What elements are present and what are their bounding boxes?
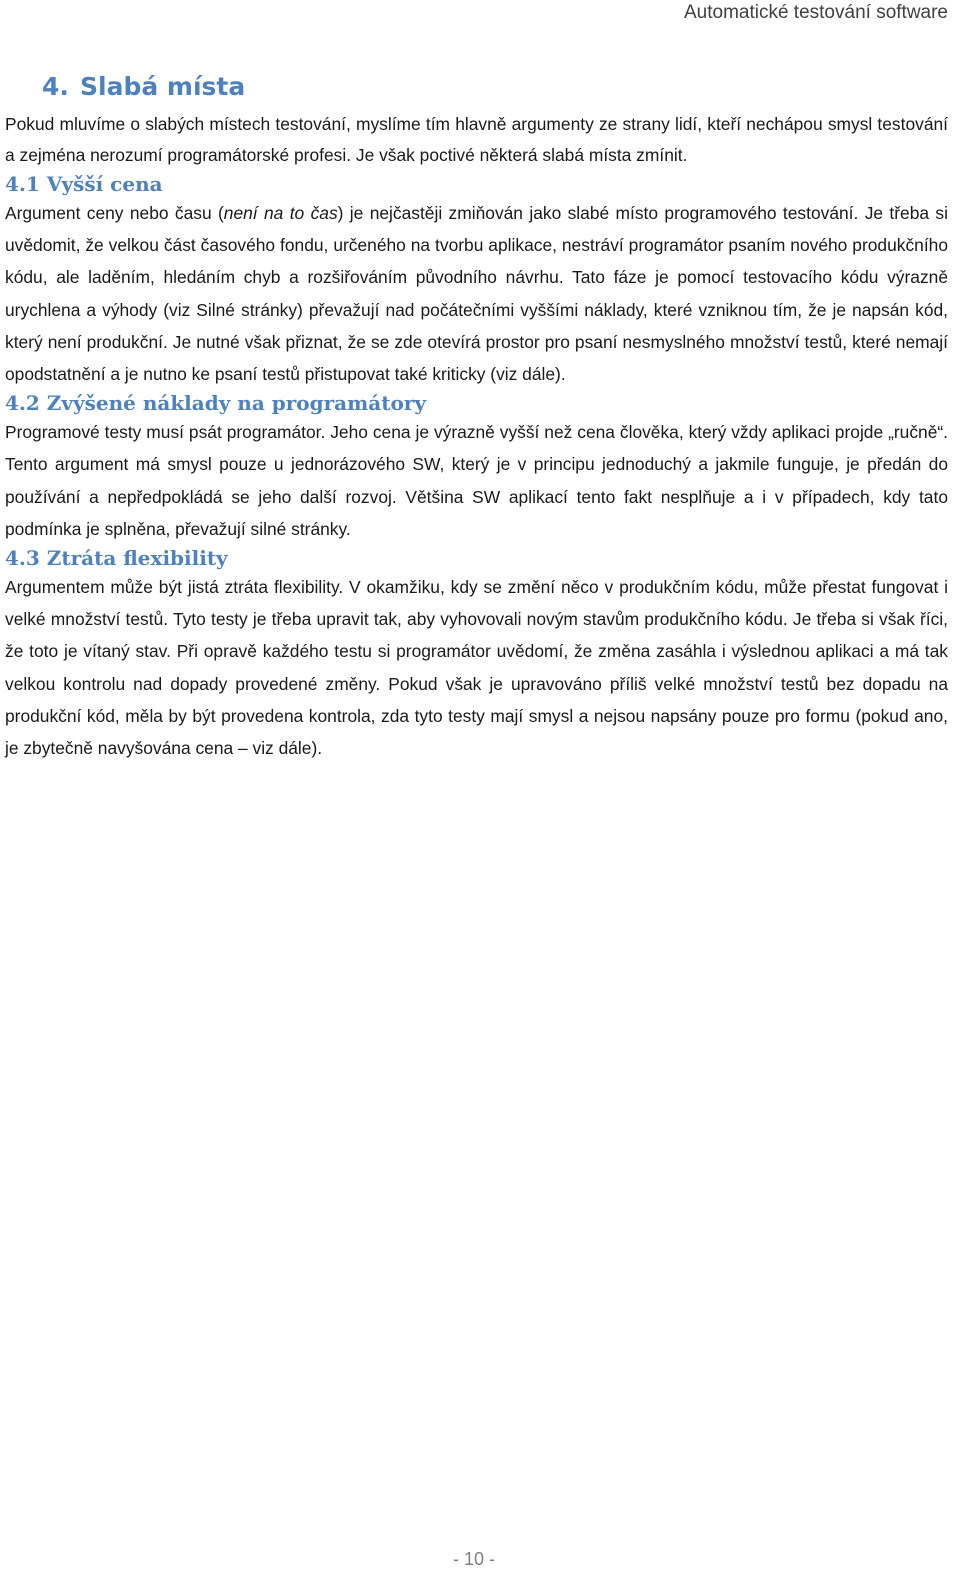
page-number: - 10 - xyxy=(452,1549,495,1569)
subsection-heading-4-3: 4.3 Ztráta flexibility xyxy=(5,546,228,571)
subsection-heading-4-1: 4.1 Vyšší cena xyxy=(5,172,163,196)
page-content xyxy=(5,70,948,764)
emphasized-text: není na to čas xyxy=(223,203,338,223)
section-intro-paragraph: Pokud mluvíme o slabých místech testování, myslíme tím hlavně argumenty ze strany lidí, kteří nechápou smysl testování a zejména nerozumí programátorské profesi. Je však poctivé některá slabá místa zmínit. xyxy=(5,114,948,165)
section-title: Slabá místa xyxy=(80,72,246,101)
text-fragment: Argument ceny nebo času ( xyxy=(5,203,224,223)
section-number: 4. xyxy=(42,72,69,101)
subsection-paragraph-4-3: Argumentem může být jistá ztráta flexibility. V okamžiku, kdy se změní něco v produkčním kódu, může přestat fungovat i velké množství testů. Tyto testy je třeba upravit tak, aby vyhovovali novým stavům produkčního kódu. Je třeba si však říci, že toto je vítaný stav. Při opravě každého testu si programátor uvědomí, že změna zasáhla i výslednou aplikaci a má tak velkou kontrolu nad dopady provedené změny. Pokud však je upravováno příliš velké množství testů bez dopadu na produkční kód, měla by být provedena kontrola, zda tyto testy mají smysl a nejsou napsány pouze pro formu (pokud ano, je zbytečně navyšována cena – viz dále). xyxy=(5,577,948,759)
text-fragment: ) je nejčastěji zmiňován jako slabé místo programového testování. Je třeba si uvědomit, že velkou část časového fondu, určeného na tvorbu aplikace, nestráví programátor psaním nového produkčního kódu, ale laděním, hledáním chyb a rozšiřováním původního návrhu. Tato fáze je pomocí testovacího kódu výrazně urychlena a výhody (viz Silné stránky) převažují nad počátečními vyššími náklady, které vzniknou tím, že je napsán kód, který není produkční. Je nutné však přiznat, že se zde otevírá prostor pro psaní nesmyslného množství testů, které nemají opodstatnění a je nutno ke psaní testů přistupovat také kriticky (viz dále). xyxy=(5,203,948,385)
section-heading xyxy=(5,70,948,104)
running-header xyxy=(0,0,948,28)
subsection-paragraph-4-2: Programové testy musí psát programátor. Jeho cena je výrazně vyšší než cena člověka, který vždy aplikaci projde „ručně“. Tento argument má smysl pouze u jednorázového SW, který je v principu jednoduchý a jakmile funguje, je předán do používání a nepředpokládá se jeho další rozvoj. Většina SW aplikací tento fakt nesplňuje a i v případech, kdy tato podmínka je splněna, převažují silné stránky. xyxy=(5,422,948,539)
page-footer xyxy=(0,1546,948,1572)
subsection-heading-4-2: 4.2 Zvýšené náklady na programátory xyxy=(5,391,426,416)
running-header-title: Automatické testování software xyxy=(683,2,948,23)
subsection-paragraph-4-1 xyxy=(5,197,948,390)
